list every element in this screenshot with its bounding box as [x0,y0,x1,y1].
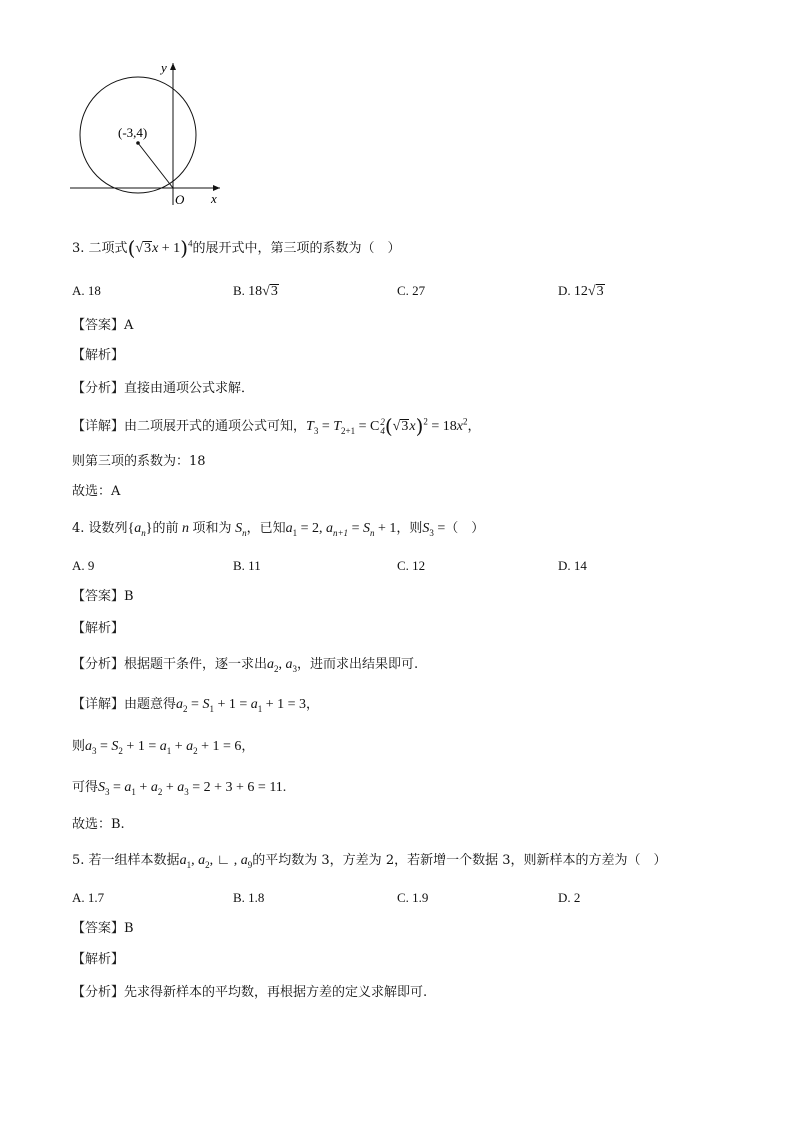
q3-answer: 【答案】A [72,318,134,333]
q4-option-b: B. 11 [233,558,261,573]
q5-stem: 5. 若一组样本数据$a_1$, $a_2$, ∟ , $a_9$的平均数为 3，方差为 2，若新增一个数据 3，则新样本的方差为（ ） [72,853,667,870]
q5-analysis-heading: 【解析】 [72,952,125,967]
q3-analysis-heading: 【解析】 [72,348,125,363]
q5-option-d: D. 2 [558,890,581,905]
y-axis-arrow [170,63,176,70]
center-point [136,141,140,145]
circle-figure [60,55,240,215]
q4-fenxi: 【分析】根据题干条件，逐一求出$a_2$, $a_3$，进而求出结果即可. [72,657,419,674]
q4-option-c: C. 12 [397,558,426,573]
q4-detail-3: 可得$S_3 = a_1 + a_2 + a_3 = 2 + 3 + 6 = 11$. [72,780,287,797]
y-axis-label: y [161,60,167,75]
q5-fenxi: 【分析】先求得新样本的平均数，再根据方差的定义求解即可. [72,985,428,1000]
q3-conclusion: 则第三项的系数为：18 [72,454,206,469]
q3-choose: 故选：A [72,484,121,499]
q3-fenxi: 【分析】直接由通项公式求解． [72,381,255,396]
q4-analysis-heading: 【解析】 [72,621,125,636]
q3-option-c: C. 27 [397,283,426,298]
q4-choose: 故选：B. [72,817,125,832]
origin-label: O [175,192,185,207]
q5-option-a: A. 1.7 [72,890,105,905]
q5-option-c: C. 1.9 [397,890,429,905]
q3-stem: 3. 二项式$(√3x + 1)^4$的展开式中，第三项的系数为（ ） [72,236,401,260]
q3-option-d: D. 12√3 [558,283,604,299]
q3-detail: 【详解】由二项展开式的通项公式可知，$T_3 = T_{2+1} = C2$ $4(√3x)^2 = 18x^2$， [72,414,481,438]
q5-option-b: B. 1.8 [233,890,265,905]
center-label: (-3,4) [118,125,148,140]
q4-option-a: A. 9 [72,558,95,573]
q4-option-d: D. 14 [558,558,587,573]
q4-answer: 【答案】B [72,589,134,604]
q4-detail-2: 则$a_3 = S_2 + 1 = a_1 + a_2 + 1 = 6$， [72,739,255,756]
q5-answer: 【答案】B [72,921,134,936]
q3-option-a: A. 18 [72,283,101,298]
q3-option-b: B. 18√3 [233,283,278,299]
q4-stem: 4. 设数列$\{a_n\}$的前 n 项和为 $S_n$，已知$a_1 = 2$, $a_{n+1} = S_n + 1$，则$S_3$ =（ ） [72,521,485,538]
radius-segment [138,143,173,188]
q4-detail-1: 【详解】由题意得$a_2 = S_1 + 1 = a_1 + 1 = 3$， [72,697,320,714]
x-axis-label: x [211,191,217,206]
